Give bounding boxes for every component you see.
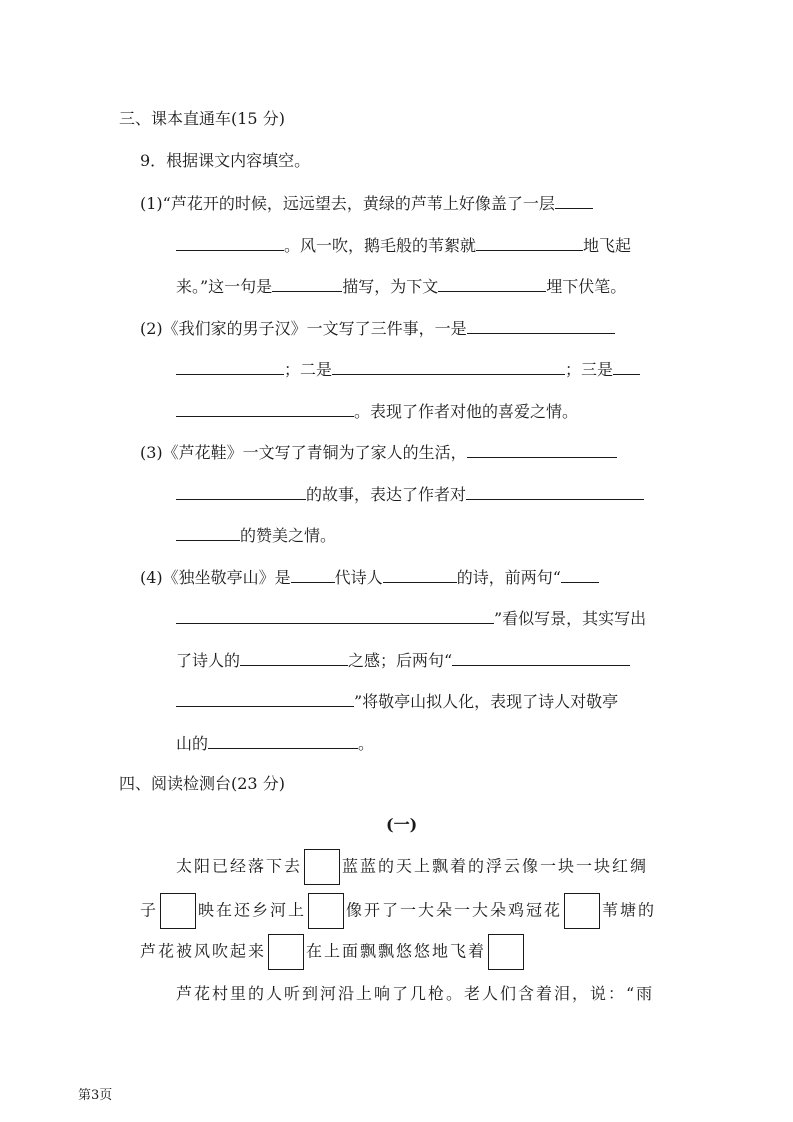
- passage-text3: 子: [140, 900, 159, 920]
- q9-2-line1: [140, 316, 615, 340]
- blank[interactable]: [467, 316, 615, 334]
- q9-4-text4: ”看似写景，其实写出: [494, 609, 647, 628]
- q9-1-text1: (1)“芦花开的时候，远远望去，黄绿的芦苇上好像盖了一层: [140, 194, 555, 213]
- q9-4-text3: 的诗，前两句“: [456, 568, 561, 587]
- q9-4-line4: [176, 689, 618, 713]
- blank[interactable]: [467, 440, 617, 458]
- q9-1-line1: [140, 191, 593, 215]
- q9-1-text6: 埋下伏笔。: [546, 277, 627, 296]
- passage-line4: 芦花村里的人听到河沿上响了几枪。老人们含着泪，说：“雨: [176, 984, 655, 1003]
- q9-4-line2: [176, 606, 646, 630]
- q9-3-text2: 的故事，表达了作者对: [306, 485, 467, 504]
- page-number: 第3页: [78, 1088, 113, 1103]
- q9-1-text4: 来。”这一句是: [176, 277, 273, 296]
- section3-heading: 三、课本直通车(15 分): [119, 109, 285, 128]
- blank[interactable]: [561, 565, 599, 583]
- blank[interactable]: [613, 357, 640, 375]
- blank[interactable]: [332, 357, 565, 375]
- q9-2-line2: [176, 357, 640, 381]
- blank[interactable]: [176, 357, 284, 375]
- q9-2-line3: [176, 399, 578, 423]
- passage-line1: [176, 849, 648, 885]
- blank[interactable]: [176, 606, 494, 624]
- blank[interactable]: [176, 482, 306, 500]
- blank[interactable]: [272, 274, 342, 292]
- blank[interactable]: [476, 233, 583, 251]
- passage-title: (一): [386, 815, 418, 834]
- q9-3-text1: (3)《芦花鞋》一文写了青铜为了家人的生活，: [140, 443, 467, 462]
- q9-4-line5: [176, 731, 374, 755]
- q9-2-text1: (2)《我们家的男子汉》一文写了三件事，一是: [140, 319, 467, 338]
- punctuation-box[interactable]: [304, 849, 340, 885]
- section4-heading: 四、阅读检测台(23 分): [119, 774, 285, 793]
- q9-4-line3: [176, 648, 630, 672]
- passage-text8: 在上面飘飘悠悠地飞着: [306, 941, 487, 961]
- q9-2-text2: ；二是: [284, 360, 333, 379]
- punctuation-box[interactable]: [488, 934, 524, 970]
- blank[interactable]: [176, 399, 354, 417]
- blank[interactable]: [383, 565, 457, 583]
- q9-1-text5: 描写，为下文: [342, 277, 439, 296]
- q9-4-text7: ”将敬亭山拟人化，表现了诗人对敬亭: [354, 692, 619, 711]
- passage-text2: 蓝蓝的天上飘着的浮云像一块一块红绸: [342, 856, 649, 876]
- blank[interactable]: [240, 648, 348, 666]
- blank[interactable]: [291, 565, 335, 583]
- q9-2-text3: ；三是: [565, 360, 614, 379]
- punctuation-box[interactable]: [268, 934, 304, 970]
- q9-4-text6: 之感；后两句“: [348, 651, 453, 670]
- blank[interactable]: [466, 482, 644, 500]
- q9-4-text2: 代诗人: [334, 568, 383, 587]
- q9-3-line2: [176, 482, 644, 506]
- q9-1-line2: [176, 233, 631, 257]
- blank[interactable]: [438, 274, 546, 292]
- blank[interactable]: [176, 523, 240, 541]
- blank[interactable]: [208, 731, 358, 749]
- q9-2-text4: 。表现了作者对他的喜爱之情。: [354, 402, 579, 421]
- q9-1-line3: [176, 274, 626, 298]
- q9-4-text5: 了诗人的: [176, 651, 241, 670]
- blank[interactable]: [555, 191, 593, 209]
- passage-line3: [140, 934, 526, 970]
- q9-4-line1: [140, 565, 599, 589]
- passage-text6: 苇塘的: [602, 900, 657, 920]
- passage-line2: [140, 893, 656, 929]
- q9-1-text2: 。风一吹，鹅毛般的苇絮就: [284, 236, 477, 255]
- passage-text1: 太阳已经落下去: [176, 856, 303, 876]
- q9-4-text1: (4)《独坐敬亭山》是: [140, 568, 291, 587]
- question-9: 9．根据课文内容填空。: [140, 151, 311, 170]
- blank[interactable]: [176, 233, 284, 251]
- punctuation-box[interactable]: [564, 893, 600, 929]
- blank[interactable]: [176, 689, 354, 707]
- q9-1-text3: 地飞起: [583, 236, 632, 255]
- q9-3-text3: 的赞美之情。: [240, 526, 337, 545]
- passage-text4: 映在还乡河上: [198, 900, 307, 920]
- q9-4-text9: 。: [358, 734, 375, 753]
- q9-3-line1: [140, 440, 617, 464]
- punctuation-box[interactable]: [308, 893, 344, 929]
- passage-text7: 芦花被风吹起来: [140, 941, 267, 961]
- q9-4-text8: 山的: [176, 734, 209, 753]
- passage-text5: 像开了一大朵一大朵鸡冠花: [346, 900, 563, 920]
- punctuation-box[interactable]: [160, 893, 196, 929]
- q9-3-line3: [176, 523, 336, 547]
- blank[interactable]: [452, 648, 630, 666]
